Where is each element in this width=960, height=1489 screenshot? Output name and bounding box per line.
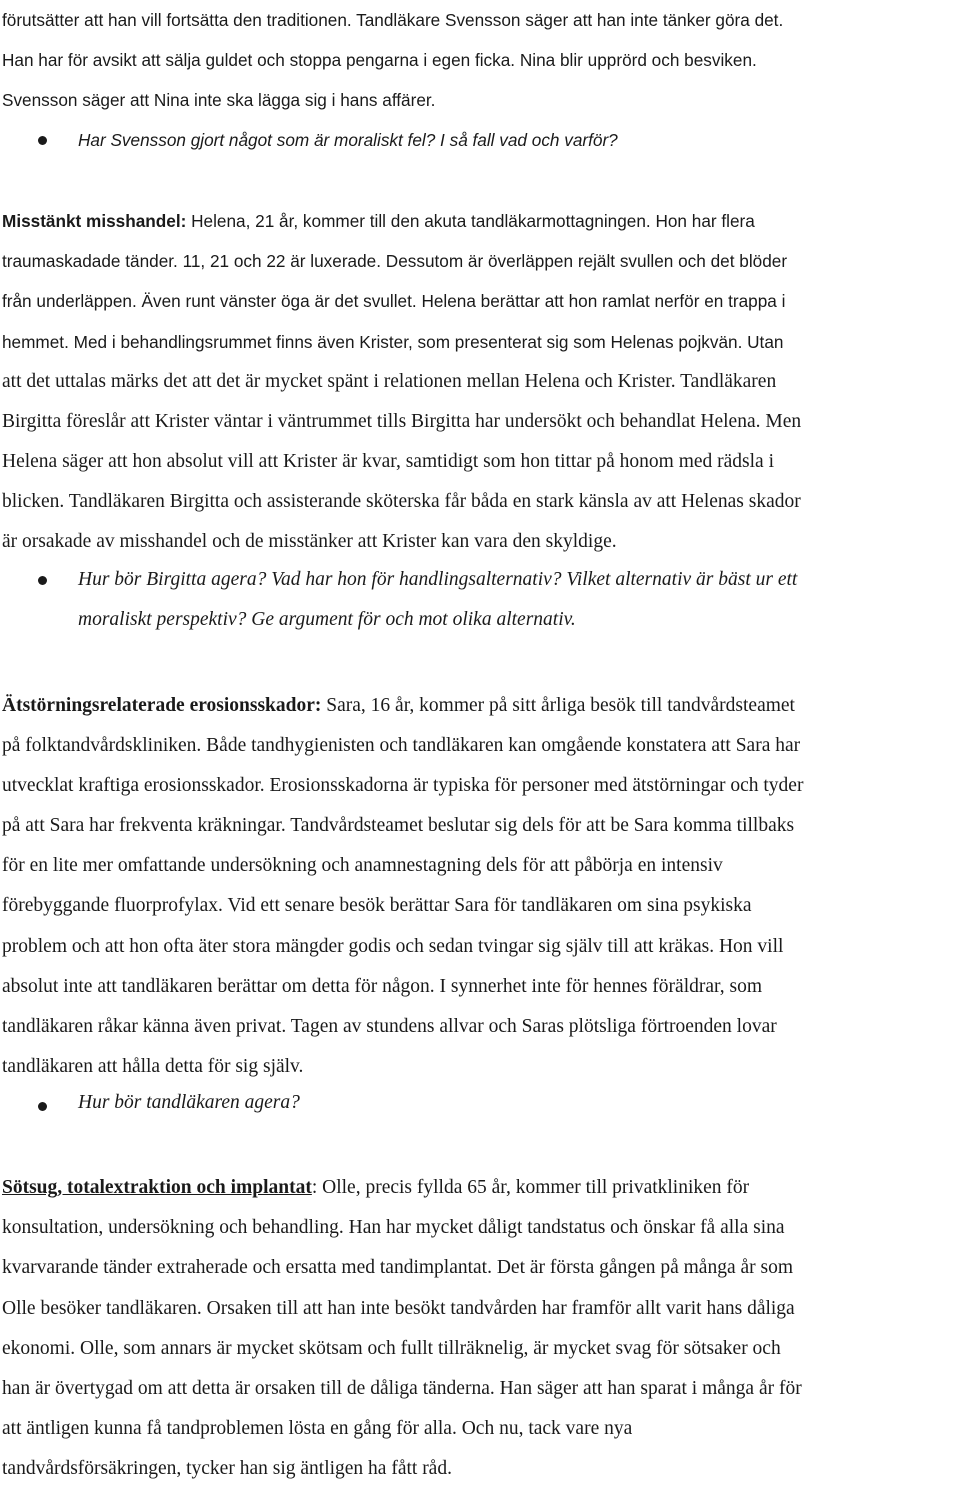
erosion-line-1-text: Sara, 16 år, kommer på sitt årliga besök till tandvårdsteamet [321, 695, 795, 716]
bullet-icon [38, 576, 47, 585]
erosion-heading: Ätstörningsrelaterade erosionsskador: [2, 695, 322, 716]
implant-line-2: konsultation, undersökning och behandling. Han har mycket dåligt tandstatus och önskar få alla sina [2, 1217, 785, 1238]
abuse-question-line-2: moraliskt perspektiv? Ge argument för och mot olika alternativ. [78, 609, 576, 630]
implant-heading: Sötsug, totalextraktion och implantat [2, 1177, 312, 1198]
abuse-line-5: att det uttalas märks det att det är mycket spänt i relationen mellan Helena och Krister. Tandläkaren [2, 371, 777, 392]
intro-line-2: Han har för avsikt att sälja guldet och stoppa pengarna i egen ficka. Nina blir upprörd och besviken. [2, 50, 757, 70]
abuse-line-4: hemmet. Med i behandlingsrummet finns även Krister, som presenterat sig som Helenas pojkvän. Utan [2, 332, 784, 352]
abuse-line-7: Helena säger att hon absolut vill att Krister är kvar, samtidigt som hon tittar på honom med rädsla i [2, 451, 774, 472]
abuse-question [2, 562, 958, 642]
implant-line-3: kvarvarande tänder extraherade och ersatta med tandimplantat. Det är första gången på många år som [2, 1257, 794, 1278]
implant-line-8: tandvårdsförsäkringen, tycker han sig äntligen ha fått råd. [2, 1458, 452, 1479]
abuse-line-1 [2, 201, 755, 241]
implant-line-1-text: Olle, precis fyllda 65 år, kommer till privatkliniken för [317, 1177, 750, 1198]
implant-line-5: ekonomi. Olle, som annars är mycket skötsam och fullt tillräknelig, är mycket svag för sötsaker och [2, 1338, 781, 1359]
erosion-line-6: förebyggande fluorprofylax. Vid ett senare besök berättar Sara för tandläkaren om sina psykiska [2, 895, 752, 916]
erosion-line-3: utvecklat kraftiga erosionsskador. Erosionsskadorna är typiska för personer med ätstörningar och tyder [2, 775, 804, 796]
erosion-line-8: absolut inte att tandläkaren berättar om detta för någon. I synnerhet inte för hennes föräldrar, som [2, 976, 762, 997]
implant-line-6: han är övertygad om att detta är orsaken till de dåliga tänderna. Han säger att han sparat i många år för [2, 1378, 802, 1399]
erosion-question-text: Hur bör tandläkaren agera? [78, 1092, 300, 1113]
erosion-question [2, 1088, 958, 1128]
intro-question-text: Har Svensson gjort något som är moraliskt fel? I så fall vad och varför? [78, 130, 618, 150]
abuse-line-3: från underläppen. Även runt vänster öga är det svullet. Helena berättar att hon ramlat nerför en trappa i [2, 291, 786, 311]
intro-line-1: förutsätter att han vill fortsätta den traditionen. Tandläkare Svensson säger att han inte tänker göra det. [2, 10, 784, 30]
implant-line-1 [2, 1168, 749, 1208]
erosion-line-5: för en lite mer omfattande undersökning och anamnestagning dels för att påbörja en intensiv [2, 855, 723, 876]
abuse-line-1-text: Helena, 21 år, kommer till den akuta tandläkarmottagningen. Hon har flera [186, 211, 755, 231]
abuse-line-2: traumaskadade tänder. 11, 21 och 22 är luxerade. Dessutom är överläppen rejält svullen och det blöder [2, 251, 788, 271]
erosion-line-7: problem och att hon ofta äter stora mängder godis och sedan tvingar sig själv till att kräkas. Hon vill [2, 936, 784, 957]
implant-line-7: att äntligen kunna få tandproblemen lösta en gång för alla. Och nu, tack vare nya [2, 1418, 633, 1439]
abuse-line-8: blicken. Tandläkaren Birgitta och assisterande sköterska får båda en stark känsla av att Helenas skador [2, 491, 801, 512]
abuse-line-9: är orsakade av misshandel och de misstänker att Krister kan vara den skyldige. [2, 531, 617, 552]
implant-heading-colon: : [311, 1177, 318, 1198]
intro-question [2, 120, 958, 160]
erosion-line-2: på folktandvårdskliniken. Både tandhygienisten och tandläkaren kan omgående konstatera att Sara har [2, 735, 801, 756]
bullet-icon [38, 1102, 47, 1111]
abuse-question-line-1: Hur bör Birgitta agera? Vad har hon för handlingsalternativ? Vilket alternativ är bäst ur ett [78, 569, 798, 590]
abuse-line-6: Birgitta föreslår att Krister väntar i väntrummet tills Birgitta har undersökt och behandlat Helena. Men [2, 411, 802, 432]
erosion-line-1 [2, 686, 795, 726]
bullet-icon [38, 136, 47, 145]
intro-line-3: Svensson säger att Nina inte ska lägga sig i hans affärer. [2, 90, 436, 110]
implant-line-4: Olle besöker tandläkaren. Orsaken till att han inte besökt tandvården har framför allt varit hans dåliga [2, 1298, 795, 1319]
erosion-line-4: på att Sara har frekventa kräkningar. Tandvårdsteamet beslutar sig dels för att be Sara komma tillbaks [2, 815, 795, 836]
abuse-heading: Misstänkt misshandel: [2, 211, 187, 231]
erosion-line-9: tandläkaren råkar känna även privat. Tagen av stundens allvar och Saras plötsliga förtroenden lovar [2, 1016, 777, 1037]
erosion-line-10: tandläkaren att hålla detta för sig själv. [2, 1056, 304, 1077]
